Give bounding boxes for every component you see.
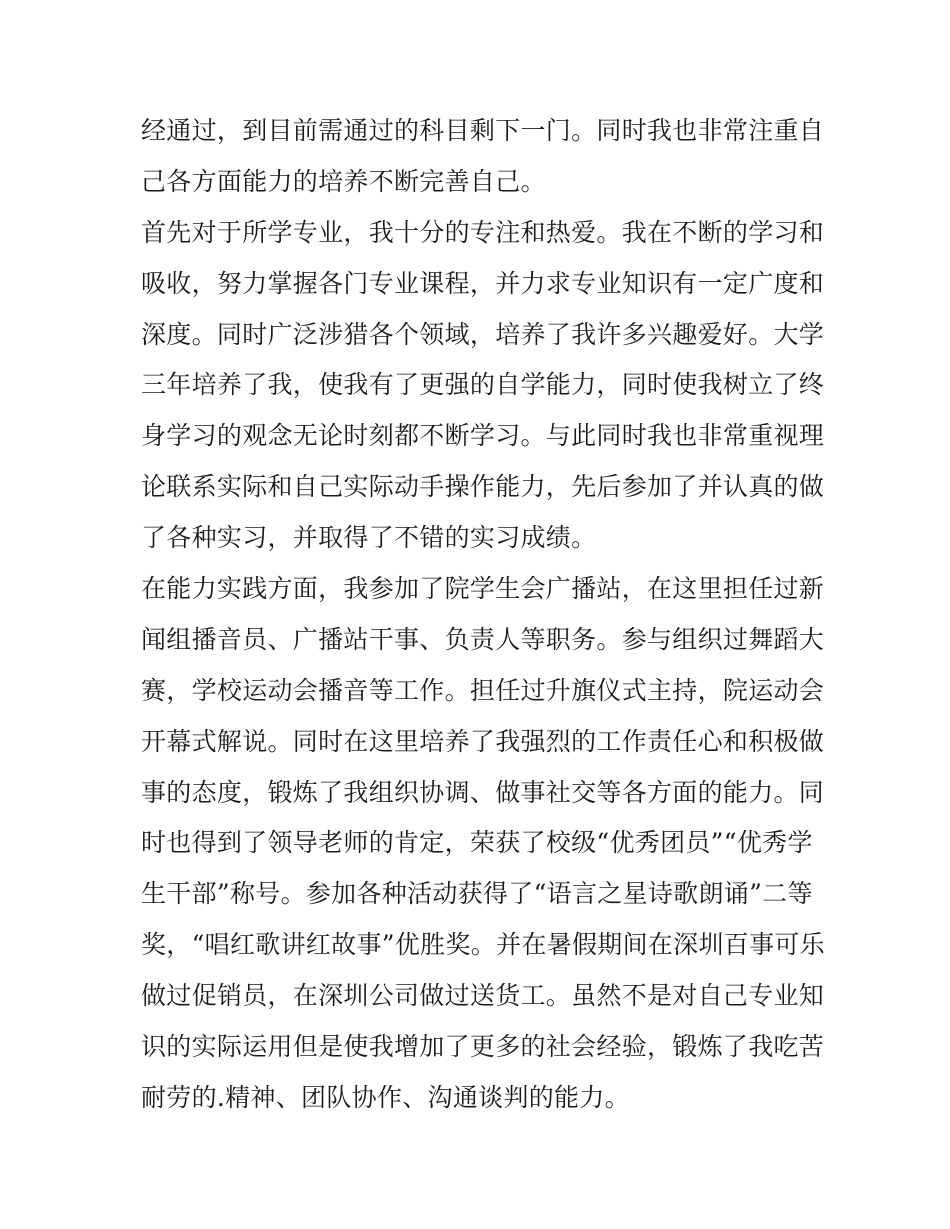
text-line: 做过促销员，在深圳公司做过送货工。虽然不是对自己专业知 bbox=[141, 981, 825, 1011]
text-line: 己各方面能力的培养不断完善自己。 bbox=[141, 166, 546, 196]
text-line: 事的态度，锻炼了我组织协调、做事社交等各方面的能力。同 bbox=[141, 777, 825, 807]
text-line: 闻组播音员、广播站干事、负责人等职务。参与组织过舞蹈大 bbox=[141, 624, 825, 654]
text-line: 深度。同时广泛涉猎各个领域，培养了我许多兴趣爱好。大学 bbox=[141, 319, 825, 349]
text-line: 身学习的观念无论时刻都不断学习。与此同时我也非常重视理 bbox=[141, 421, 825, 451]
text-line: 吸收，努力掌握各门专业课程，并力求专业知识有一定广度和 bbox=[141, 268, 825, 298]
text-line: 了各种实习，并取得了不错的实习成绩。 bbox=[141, 523, 597, 553]
text-line: 开幕式解说。同时在这里培养了我强烈的工作责任心和积极做 bbox=[141, 726, 825, 756]
text-line: 在能力实践方面，我参加了院学生会广播站，在这里担任过新 bbox=[141, 574, 825, 604]
text-line: 首先对于所学专业，我十分的专注和热爱。我在不断的学习和 bbox=[141, 217, 825, 247]
text-line: 耐劳的.精神、团队协作、沟通谈判的能力。 bbox=[141, 1082, 630, 1112]
text-line: 赛，学校运动会播音等工作。担任过升旗仪式主持，院运动会 bbox=[141, 675, 825, 705]
text-line: 经通过，到目前需通过的科目剩下一门。同时我也非常注重自 bbox=[141, 116, 825, 145]
document-body bbox=[141, 106, 825, 1124]
text-line: 论联系实际和自己实际动手操作能力，先后参加了并认真的做 bbox=[141, 472, 825, 502]
text-line: 三年培养了我，使我有了更强的自学能力，同时使我树立了终 bbox=[141, 370, 825, 400]
text-line: 识的实际运用但是使我增加了更多的社会经验，锻炼了我吃苦 bbox=[141, 1032, 825, 1062]
text-line: 时也得到了领导老师的肯定，荣获了校级“优秀团员”“优秀学 bbox=[141, 828, 813, 858]
text-line: 奖，“唱红歌讲红故事”优胜奖。并在暑假期间在深圳百事可乐 bbox=[141, 930, 825, 960]
text-line: 生干部”称号。参加各种活动获得了“语言之星诗歌朗诵”二等 bbox=[141, 879, 813, 909]
